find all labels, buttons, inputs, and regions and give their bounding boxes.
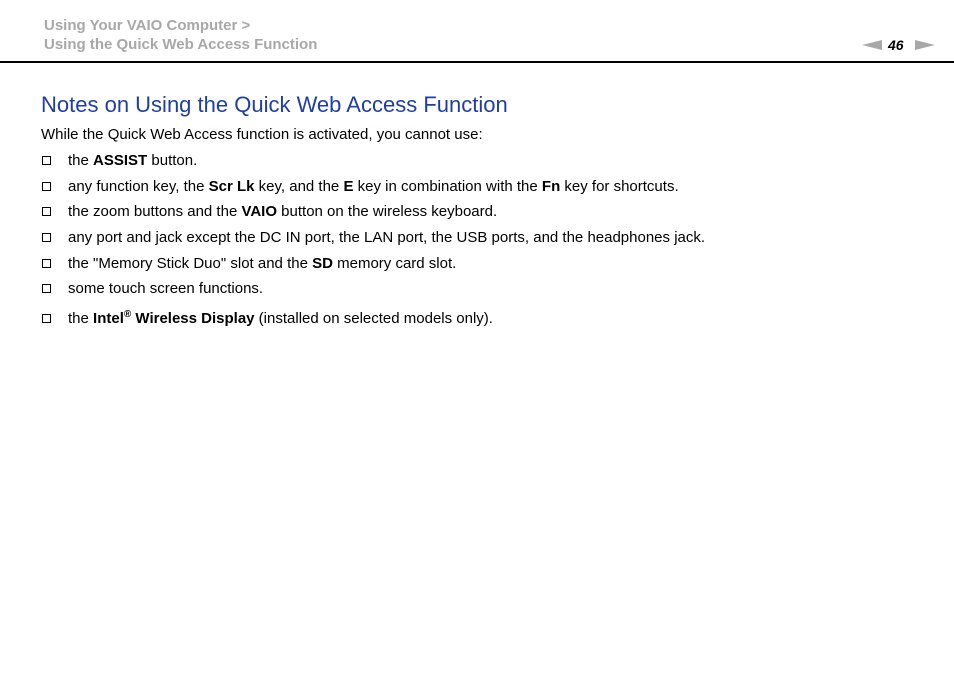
page-navigation <box>862 37 934 53</box>
checkbox-bullet-icon <box>42 314 51 323</box>
section-title: Notes on Using the Quick Web Access Function <box>41 92 508 117</box>
list-item-text: the "Memory Stick Duo" slot and the SD memory card slot. <box>68 255 457 272</box>
list-item-text: any port and jack except the DC IN port, the LAN port, the USB ports, and the headphones jack. <box>68 229 706 246</box>
page-header <box>0 0 954 64</box>
list-item-text: any function key, the Scr Lk key, and the E key in combination with the Fn key for shortcuts. <box>68 178 679 195</box>
checkbox-bullet-icon <box>42 233 51 242</box>
list-item-text: some touch screen functions. <box>68 280 264 297</box>
previous-page-arrow-icon[interactable] <box>862 40 882 50</box>
list-item-text: the zoom buttons and the VAIO button on the wireless keyboard. <box>68 203 498 220</box>
checkbox-bullet-icon <box>42 182 51 191</box>
checkbox-bullet-icon <box>42 259 51 268</box>
list-item-text: the ASSIST button. <box>68 152 198 169</box>
checkbox-bullet-icon <box>42 284 51 293</box>
next-page-arrow-icon[interactable] <box>915 40 935 50</box>
header-divider <box>0 61 954 63</box>
breadcrumb-parent[interactable]: Using Your VAIO Computer > <box>44 17 251 34</box>
checkbox-bullet-icon <box>42 207 51 216</box>
page-number: 46 <box>888 37 904 53</box>
intro-text: While the Quick Web Access function is activated, you cannot use: <box>41 126 483 143</box>
checkbox-bullet-icon <box>42 156 51 165</box>
breadcrumb-current[interactable]: Using the Quick Web Access Function <box>44 36 318 53</box>
list-item-text: the Intel® Wireless Display (installed on selected models only). <box>68 309 493 327</box>
